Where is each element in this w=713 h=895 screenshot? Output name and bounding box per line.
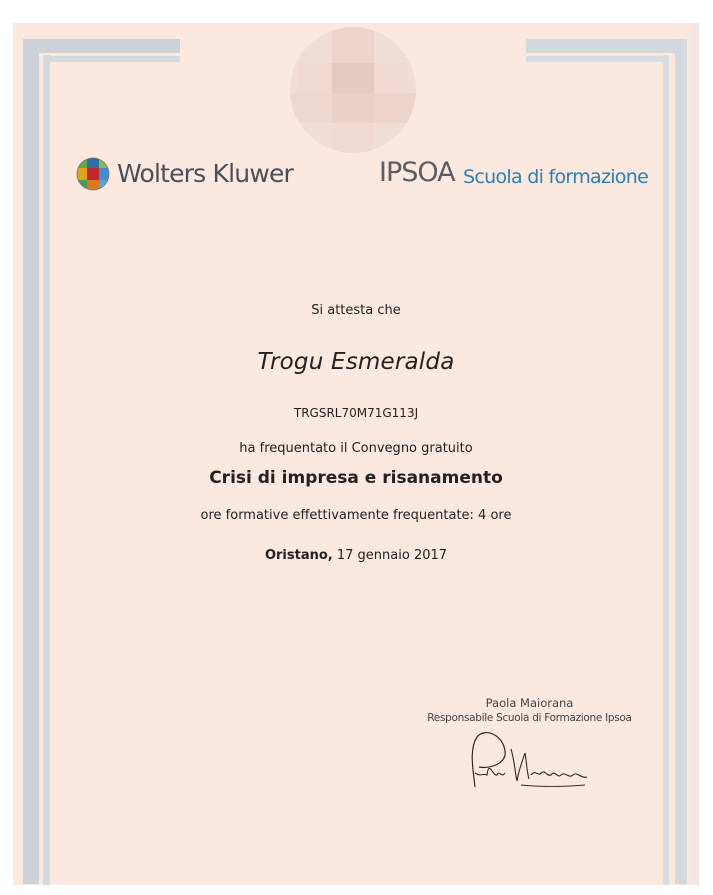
border-frame-top-right-inner <box>526 56 669 62</box>
place-and-date <box>13 548 699 563</box>
border-frame-top-left <box>23 39 180 53</box>
wolters-kluwer-globe-icon <box>76 157 110 191</box>
certificate-intro: Si attesta che <box>311 303 401 318</box>
wolters-kluwer-logo-text: Wolters Kluwer <box>117 159 294 188</box>
ipsoa-logo-text: IPSOA <box>379 157 455 188</box>
watermark-emblem <box>290 27 416 153</box>
attendance-text: ha frequentato il Convegno gratuito <box>239 441 473 456</box>
border-frame-top-left-inner <box>43 56 180 62</box>
recipient-name: Trogu Esmeralda <box>257 349 455 375</box>
date: 17 gennaio 2017 <box>336 548 448 563</box>
ipsoa-school-text: Scuola di formazione <box>463 166 649 188</box>
signatory-name: Paola Maiorana <box>485 696 574 710</box>
hours-text: ore formative effettivamente frequentate: 4 ore <box>200 508 512 523</box>
place: Oristano, <box>264 548 333 563</box>
event-title: Crisi di impresa e risanamento <box>209 468 503 488</box>
border-frame-top-right <box>526 39 687 53</box>
certificate-page <box>13 23 699 885</box>
signatory-role: Responsabile Scuola di Formazione Ipsoa <box>427 712 632 724</box>
fiscal-code: TRGSRL70M71G113J <box>293 406 419 420</box>
handwritten-signature <box>461 729 591 791</box>
border-frame-left <box>23 39 39 884</box>
